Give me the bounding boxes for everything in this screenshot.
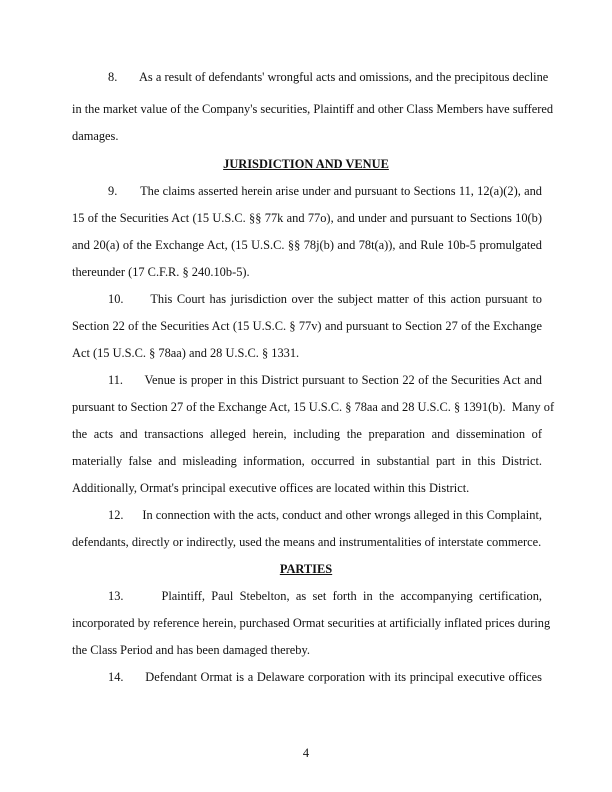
paragraph-11-line-1: 11. Venue is proper in this District pursuant to Section 22 of the Securities Act and	[108, 373, 542, 387]
paragraph-10-line-2: Section 22 of the Securities Act (15 U.S.C. § 77v) and pursuant to Section 27 of the Exchange	[72, 319, 542, 333]
page-number: 4	[302, 746, 310, 760]
paragraph-9-line-4: thereunder (17 C.F.R. § 240.10b-5).	[72, 265, 250, 279]
paragraph-13-line-1: 13. Plaintiff, Paul Stebelton, as set forth in the accompanying certification,	[108, 589, 542, 603]
paragraph-9-line-2: 15 of the Securities Act (15 U.S.C. §§ 77k and 77o), and under and pursuant to Sections 10(b)	[72, 211, 542, 225]
paragraph-13-line-2: incorporated by reference herein, purchased Ormat securities at artificially inflated prices during	[72, 616, 551, 630]
paragraph-10-line-1: 10. This Court has jurisdiction over the subject matter of this action pursuant to	[108, 292, 542, 306]
paragraph-9-line-3: and 20(a) of the Exchange Act, (15 U.S.C. §§ 78j(b) and 78t(a)), and Rule 10b-5 promulgated	[72, 238, 542, 252]
heading-parties: PARTIES	[279, 562, 333, 576]
paragraph-11-line-4: materially false and misleading information, occurred in substantial part in this District.	[72, 454, 542, 468]
paragraph-11-line-2: pursuant to Section 27 of the Exchange Act, 15 U.S.C. § 78aa and 28 U.S.C. § 1391(b). Many of	[72, 400, 555, 414]
heading-jurisdiction-and-venue: JURISDICTION AND VENUE	[223, 157, 389, 171]
paragraph-13-line-3: the Class Period and has been damaged thereby.	[72, 643, 310, 657]
paragraph-14-line-1: 14. Defendant Ormat is a Delaware corporation with its principal executive offices	[108, 670, 542, 684]
paragraph-10-line-3: Act (15 U.S.C. § 78aa) and 28 U.S.C. § 1331.	[72, 346, 300, 360]
paragraph-8-line-1: 8. As a result of defendants' wrongful acts and omissions, and the precipitous decline	[108, 70, 549, 84]
paragraph-12-line-2: defendants, directly or indirectly, used the means and instrumentalities of interstate commerce.	[72, 535, 542, 549]
paragraph-8-line-3: damages.	[72, 129, 119, 143]
paragraph-8-line-2: in the market value of the Company's securities, Plaintiff and other Class Members have suffered	[72, 102, 554, 116]
paragraph-11-line-5: Additionally, Ormat's principal executive offices are located within this District.	[72, 481, 470, 495]
paragraph-9-line-1: 9. The claims asserted herein arise under and pursuant to Sections 11, 12(a)(2), and	[108, 184, 542, 198]
paragraph-12-line-1: 12. In connection with the acts, conduct and other wrongs alleged in this Complaint,	[108, 508, 542, 522]
paragraph-11-line-3: the acts and transactions alleged herein, including the preparation and dissemination of	[72, 427, 542, 441]
